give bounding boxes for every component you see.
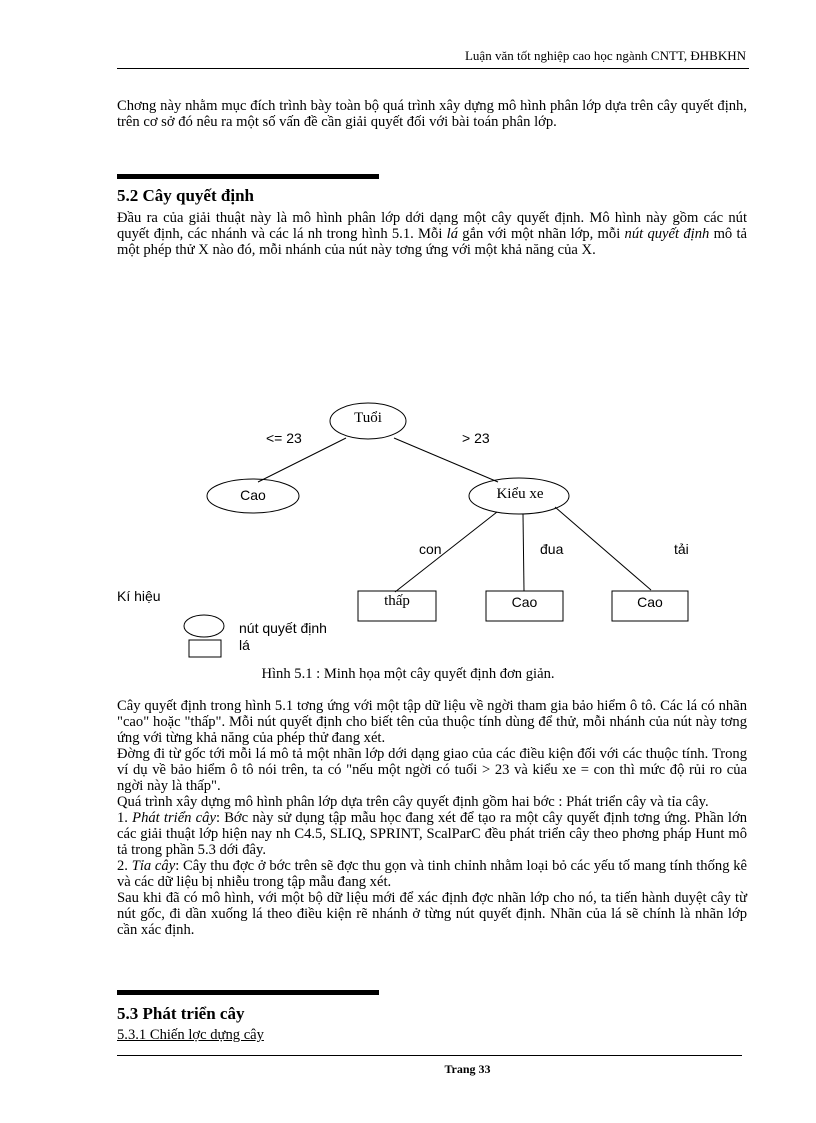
section-5-2-intro-paragraph: Đầu ra của giải thuật này là mô hình phân lớp dới dạng một cây quyết định. Mô hình này gồm các nút quyết định, các nhánh và các lá nh trong hình 5.1. Mỗi lá gắn với một nhãn lớp, mỗi nút quyết định mô tả một phép thử X nào đó, mỗi nhánh của nút này tơng ứng với một khả năng của X. <box>117 210 748 258</box>
left-leaf-label: Cao <box>240 487 266 503</box>
edge-kieuxe-to-cao <box>523 514 524 591</box>
paragraph-3: Đờng đi từ gốc tới mỗi lá mô tả một nhãn lớp dới dạng giao của các điều kiện đối với các thuộc tính. Trong ví dụ về bảo hiểm ô tô nói trên, ta có "nếu một ngời có tuổi > 23 và kiểu xe = con thì mức độ rủi ro của ngời này là thấp". <box>117 746 747 794</box>
footer-rule <box>117 1055 742 1056</box>
legend-decision-label: nút quyết định <box>239 620 327 636</box>
edge-label-le23: <= 23 <box>266 430 302 446</box>
paragraph-5: 1. Phát triển cây: Bớc này sử dụng tập mẫu học đang xét để tạo ra một cây quyết định tơng ứng. Phần lớn các giải thuật lớp hiện nay nh C4.5, SLIQ, SPRINT, ScalParC đều phát triển cây theo phơng pháp Hunt mô tả trong phần 5.3 dới đây. <box>117 810 748 858</box>
paragraph-6: 2. Tỉa cây: Cây thu đợc ở bớc trên sẽ đợc thu gọn và tinh chỉnh nhằm loại bỏ các yếu tố mang tính thống kê và các dữ liệu bị nhiễu trong tập mẫu đang xét. <box>117 858 748 890</box>
page-number: Trang 33 <box>444 1062 491 1076</box>
paragraph-7: Sau khi đã có mô hình, với một bộ dữ liệu mới để xác định đợc nhãn lớp cho nó, ta tiến hành duyệt cây từ nút gốc, đi dần xuống lá theo điều kiện rẽ nhánh ở từng nút quyết định. Nhãn của lá sẽ chính là nhãn lớp cần xác định. <box>117 890 747 938</box>
leaf2-label: Cao <box>511 594 538 610</box>
intro-paragraph: Chơng này nhằm mục đích trình bày toàn bộ quá trình xây dựng mô hình phân lớp dựa trên cây quyết định, trên cơ sở đó nêu ra một số vấn đề cần giải quyết đối với bài toán phân lớp. <box>117 98 747 130</box>
legend-ellipse-shape <box>184 615 224 637</box>
leaf1-label: thấp <box>384 593 410 609</box>
edge-label-tai: tải <box>674 541 689 557</box>
edge-label-gt23: > 23 <box>462 430 490 446</box>
edge-kieuxe-to-thap <box>395 512 497 592</box>
root-node-label: Tuổi <box>354 410 382 426</box>
edge-label-con: con <box>419 541 442 557</box>
running-header: Luận văn tốt nghiệp cao học ngành CNTT, ĐHBKHN <box>464 48 746 63</box>
paragraph-4: Quá trình xây dựng mô hình phân lớp dựa trên cây quyết định gồm hai bớc : Phát triển cây và tỉa cây. <box>117 794 709 810</box>
subsection-heading-5-3-1: 5.3.1 Chiến lợc dựng cây <box>117 1027 264 1043</box>
section-bar-5-3 <box>117 990 379 995</box>
section-heading-5-2: 5.2 Cây quyết định <box>117 186 254 205</box>
legend-rect-shape <box>189 640 221 657</box>
legend-title: Kí hiệu <box>117 588 161 604</box>
paragraph-2: Cây quyết định trong hình 5.1 tơng ứng với một tập dữ liệu về ngời tham gia bảo hiểm ô tô. Các lá có nhãn "cao" hoặc "thấp". Mỗi nút quyết định cho biết tên của thuộc tính dùng để thử, mỗi nhánh của nút này tơng ứng với từng khả năng của phép thử đang xét. <box>117 698 747 746</box>
section-5-2-body <box>117 698 747 938</box>
edge-kieuxe-to-cao2 <box>555 507 651 590</box>
section-heading-5-3: 5.3 Phát triển cây <box>117 1004 245 1023</box>
figure-caption: Hình 5.1 : Minh họa một cây quyết định đơn giản. <box>261 666 555 682</box>
mid-node-label: Kiểu xe <box>496 486 544 502</box>
legend-leaf-label: lá <box>239 637 250 653</box>
edge-label-dua: đua <box>540 541 564 557</box>
leaf3-label: Cao <box>637 594 663 610</box>
